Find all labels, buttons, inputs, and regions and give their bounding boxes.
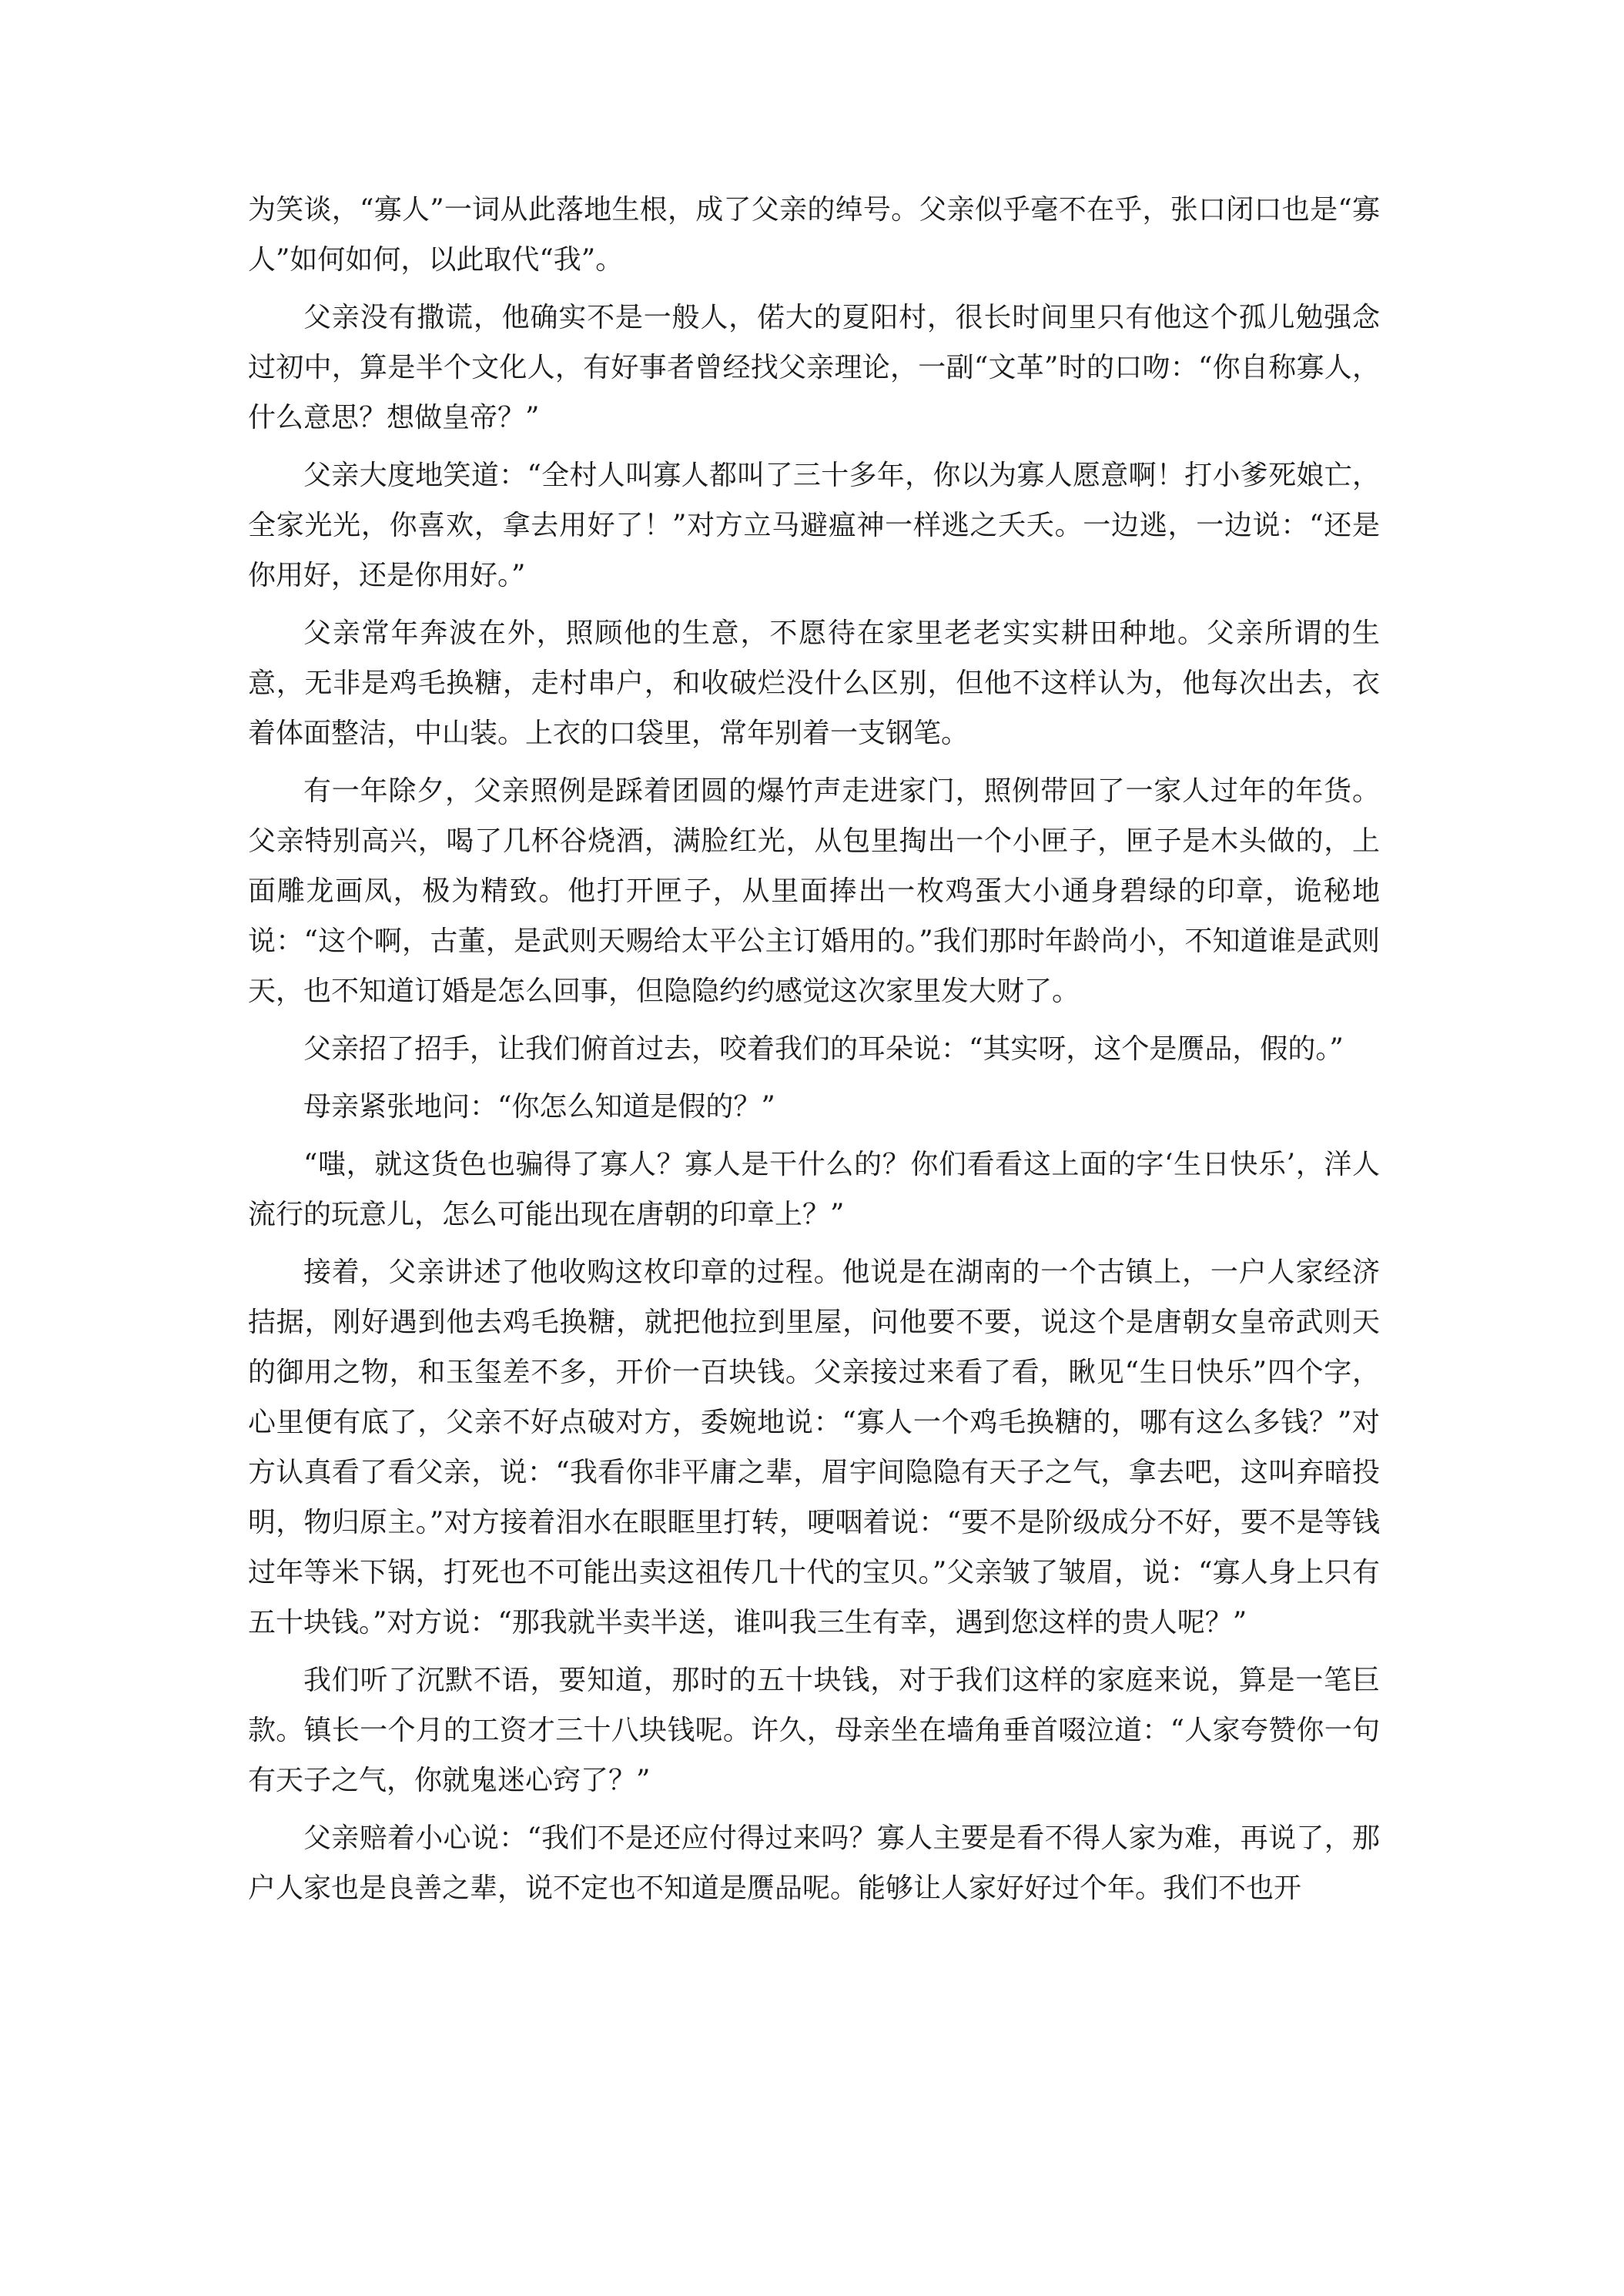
paragraph-6: 父亲招了招手，让我们俯首过去，咬着我们的耳朵说：“其实呀，这个是赝品，假的。” [303, 1033, 1344, 1065]
paragraph-7: 母亲紧张地问：“你怎么知道是假的？” [303, 1091, 775, 1123]
paragraph-11: 父亲赔着小心说：“我们不是还应付得过来吗？寡人主要是看不得人家为难，再说了，那户人家也是良善之辈，说不定也不知道是赝品呢。能够让人家好好过个年。我们不也开 [248, 1822, 1380, 1904]
paragraph-5: 有一年除夕，父亲照例是踩着团圆的爆竹声走进家门，照例带回了一家人过年的年货。父亲特别高兴，喝了几杯谷烧酒，满脸红光，从包里掏出一个小匣子，匣子是木头做的，上面雕龙画凤，极为精致。他打开匣子，从里面捧出一枚鸡蛋大小通身碧绿的印章，诡秘地说：“这个啊，古董，是武则天赐给太平公主订婚用的。”我们那时年龄尚小，不知道谁是武则天，也不知道订婚是怎么回事，但隐隐约约感觉这次家里发大财了。 [248, 775, 1380, 1007]
paragraph-9: 接着，父亲讲述了他收购这枚印章的过程。他说是在湖南的一个古镇上，一户人家经济拮据，刚好遇到他去鸡毛换糖，就把他拉到里屋，问他要不要，说这个是唐朝女皇帝武则天的御用之物，和玉玺差不多，开价一百块钱。父亲接过来看了看，瞅见“生日快乐”四个字，心里便有底了，父亲不好点破对方，委婉地说：“寡人一个鸡毛换糖的，哪有这么多钱？”对方认真看了看父亲，说：“我看你非平庸之辈，眉宇间隐隐有天子之气，拿去吧，这叫弃暗投明，物归原主。”对方接着泪水在眼眶里打转，哽咽着说：“要不是阶级成分不好，要不是等钱过年等米下锅，打死也不可能出卖这祖传几十代的宝贝。”父亲皱了皱眉，说：“寡人身上只有五十块钱。”对方说：“那我就半卖半送，谁叫我三生有幸，遇到您这样的贵人呢？” [248, 1257, 1380, 1638]
paragraph-2: 父亲没有撒谎，他确实不是一般人，偌大的夏阳村，很长时间里只有他这个孤儿勉强念过初中，算是半个文化人，有好事者曾经找父亲理论，一副“文革”时的口吻：“你自称寡人，什么意思？想做皇帝？” [248, 302, 1380, 433]
paragraph-3: 父亲大度地笑道：“全村人叫寡人都叫了三十多年，你以为寡人愿意啊！打小爹死娘亡，全家光光，你喜欢，拿去用好了！”对方立马避瘟神一样逃之夭夭。一边逃，一边说：“还是你用好，还是你用好。” [248, 460, 1380, 591]
document-page [248, 185, 1380, 1921]
paragraph-4: 父亲常年奔波在外，照顾他的生意，不愿待在家里老老实实耕田种地。父亲所谓的生意，无非是鸡毛换糖，走村串户，和收破烂没什么区别，但他不这样认为，他每次出去，衣着体面整洁，中山装。上衣的口袋里，常年别着一支钢笔。 [248, 618, 1380, 749]
paragraph-8: “嗤，就这货色也骗得了寡人？寡人是干什么的？你们看看这上面的字‘生日快乐’，洋人流行的玩意儿，怎么可能出现在唐朝的印章上？” [248, 1149, 1380, 1230]
paragraph-10: 我们听了沉默不语，要知道，那时的五十块钱，对于我们这样的家庭来说，算是一笔巨款。镇长一个月的工资才三十八块钱呢。许久，母亲坐在墙角垂首啜泣道：“人家夸赞你一句有天子之气，你就鬼迷心窍了？” [248, 1665, 1380, 1796]
paragraph-1: 为笑谈，“寡人”一词从此落地生根，成了父亲的绰号。父亲似乎毫不在乎，张口闭口也是“寡人”如何如何，以此取代“我”。 [248, 194, 1380, 276]
